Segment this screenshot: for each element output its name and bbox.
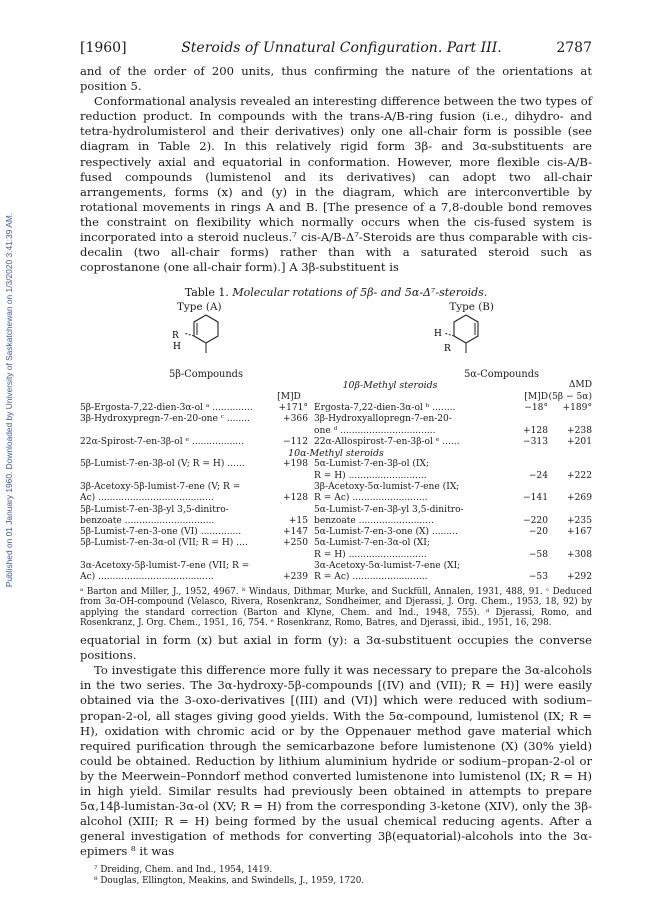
compound-5beta: [80, 426, 270, 437]
rotation-5beta: +366: [283, 414, 308, 425]
header-year: [1960]: [80, 40, 127, 56]
table-row: [80, 516, 592, 527]
compound-5beta: 3β-Acetoxy-5β-lumist-7-ene (V; R =: [80, 481, 241, 492]
table-row: [80, 471, 592, 482]
intro-text: [80, 64, 592, 275]
rotation-5beta: +128: [283, 493, 308, 504]
table-row: [80, 538, 592, 549]
table-header-row: [80, 380, 592, 391]
compound-5alpha: R = H) ...........................: [314, 470, 427, 481]
rotation-5alpha: [510, 459, 548, 470]
rotation-5beta: [270, 550, 314, 561]
rotation-5alpha: +128: [523, 425, 548, 436]
compound-5alpha: R = Ac) ..........................: [314, 572, 428, 583]
table-footnotes: ᵃ Barton and Miller, J., 1952, 4967. ᵇ Windaus, Dithmar, Murke, and Suckfüll, Annalen, 1931, 488, 91. ᶜ Deduced from 3α-OH-compound (Velasco, Rivera, Rosenkranz, Sondheimer, and Djerassi, J. Org. Chem., 1953, 18, 92) by applying the standard correction (Barton and Klyne, Chem. and Ind., 1948, 755). ᵈ Djerassi, Romo, and Rosenkranz, J. Org. Chem., 1951, 16, 754. ᵉ Rosenkranz, Romo, Batres, and Djerassi, ibid., 1951, 16, 298.: [80, 586, 592, 629]
table-caption-label: Table 1.: [184, 286, 229, 300]
rotation-difference: [548, 538, 592, 549]
compound-5alpha: 3α-Acetoxy-5α-lumist-7-ene (XI;: [314, 561, 461, 572]
rotation-difference: +201: [567, 436, 592, 447]
rotation-5alpha: −53: [528, 572, 548, 583]
rotation-5alpha: −313: [523, 436, 548, 447]
compound-5alpha: 3β-Acetoxy-5α-lumist-7-ene (IX;: [314, 481, 460, 492]
compound-5beta: 5β-Ergosta-7,22-dien-3α-ol ᵃ ..............: [80, 402, 253, 413]
table-row: [80, 550, 592, 561]
compound-5beta: Ac) ........................................: [80, 572, 214, 583]
table-row: [80, 459, 592, 470]
rotation-difference: [548, 414, 592, 425]
table-row: [80, 572, 592, 583]
compound-5beta: 5β-Lumist-7-en-3β-ol (V; R = H) ......: [80, 459, 245, 470]
rotation-5beta: +250: [283, 538, 308, 549]
table-caption-text: Molecular rotations of 5β- and 5α-Δ⁷-steroids.: [232, 286, 488, 300]
compound-5beta: 3β-Hydroxypregn-7-en-20-one ᶜ ........: [80, 414, 250, 425]
paragraph: To investigate this difference more fully it was necessary to prepare the 3α-alcohols in the two series. The 3α-hydroxy-5β-compounds [(IV) and (VII); R = H)] were easily obtained via the 3-oxo-derivatives [(III) and (VI)] which were reduced with sodium–propan-2-ol, all stages giving good yields. With the 5α-compound, lumistenol (IX; R = H), oxidation with chromic acid or by the Oppenauer method gave material which required purification through the semicarbazone before lumistenone (X) (30% yield) could be obtained. Reduction by lithium aluminium hydride or sodium–propan-2-ol or by the Meerwein–Ponndorf method converted lumistenone into lumistenol (IX; R = H) in high yield. Similar results had previously been obtained in attempts to prepare 5α,14β-lumistan-3α-ol (XV; R = H) from the corresponding 3-ketone (XIV), only the 3β-alcohol (XIII; R = H) being formed by the usual chemical reducing agents. After a general investigation of methods for converting 3β(equatorial)-alcohols into the 3α-epimers ⁸ it was: [80, 663, 592, 859]
rotation-5alpha: −141: [523, 493, 548, 504]
table-row: [80, 505, 592, 516]
rotation-5beta: +15: [288, 515, 308, 526]
rotation-5beta: +171°: [278, 402, 308, 413]
type-labels: [80, 301, 592, 313]
paragraph: equatorial in form (x) but axial in form (y): a 3α-substituent occupies the converse positions.: [80, 633, 592, 663]
type-a-h-label: H: [173, 342, 181, 353]
rotation-difference: +308: [567, 549, 592, 560]
running-header: [80, 40, 592, 56]
rotation-5beta: [270, 561, 314, 572]
paragraph: Conformational analysis revealed an interesting difference between the two types of reduction product. In compounds with the trans-A/B-ring fusion (i.e., dihydro- and tetra-hydrolumisterol and their derivatives) only one all-chair form is possible (see diagram in Table 2). In this relatively rigid form 3β- and 3α-substituents are respectively axial and equatorial in conformation. However, more flexible cis-A/B-fused compounds (lumistenol and its derivatives) can adopt two all-chair arrangements, forms (x) and (y) in the diagram, which are interconvertible by rotational movements in rings A and B. [The presence of a 7,8-double bond removes the constraint on flexibility which normally occurs when the cis-fused system is incorporated into a steroid nucleus.⁷ cis-A/B-Δ⁷-Steroids are thus comparable with cis-decalin (two all-chair forms) rather than with a saturated steroid such as coprostanone (one all-chair form).] A 3β-substituent is: [80, 94, 592, 275]
compounds-b-label: 5α-Compounds: [464, 369, 539, 381]
rotation-5alpha: [510, 561, 548, 572]
compound-5beta: 22α-Spirost-7-en-3β-ol ᵉ ..................: [80, 436, 244, 447]
rotation-table: [80, 380, 592, 583]
rotation-difference: [548, 561, 592, 572]
rotation-5beta: +198: [283, 459, 308, 470]
compound-5alpha: benzoate ..........................: [314, 515, 434, 526]
col-md-header: [M]D: [524, 391, 548, 402]
rotation-5beta: [270, 482, 314, 493]
type-a-label: Type (A): [177, 301, 222, 314]
compound-5alpha: R = Ac) ..........................: [314, 493, 428, 504]
rotation-difference: +235: [567, 515, 592, 526]
table-header-row: [80, 392, 592, 403]
type-b-r-label: R: [444, 344, 451, 355]
compound-5alpha: R = H) ...........................: [314, 549, 427, 560]
table-row: [80, 437, 592, 448]
rotation-5beta: [270, 505, 314, 516]
table-row: [80, 527, 592, 538]
compound-5beta: 5β-Lumist-7-en-3α-ol (VII; R = H) ....: [80, 538, 248, 549]
table-row: [80, 403, 592, 414]
compound-5beta: 5β-Lumist-7-en-3-one (VI) ..............: [80, 527, 242, 538]
rotation-5alpha: [510, 414, 548, 425]
compound-5alpha: one ᵈ .................................: [314, 425, 436, 436]
rotation-5beta: +239: [283, 572, 308, 583]
footnote: ⁷ Dreiding, Chem. and Ind., 1954, 1419.: [94, 865, 273, 876]
download-watermark-text: Published on 01 January 1960. Downloaded by University of Saskatchewan on 1/3/2020 3:41:39 AM.: [4, 212, 14, 588]
rotation-difference: [548, 459, 592, 470]
compound-5beta: [80, 471, 270, 482]
paragraph: and of the order of 200 units, thus confirming the nature of the orientations at position 5.: [80, 64, 592, 94]
compound-5beta: [80, 550, 270, 561]
rotation-difference: [548, 482, 592, 493]
header-page-number: 2787: [556, 40, 592, 56]
compound-5alpha: 5α-Lumist-7-en-3α-ol (XI;: [314, 538, 430, 549]
compound-5alpha: 5α-Lumist-7-en-3-one (X) .........: [314, 527, 458, 538]
col-delta-sub-header: (5β − 5α): [548, 391, 592, 402]
rotation-5alpha: −24: [528, 470, 548, 481]
table-row: [80, 561, 592, 572]
rotation-5alpha: −18°: [524, 402, 548, 413]
table-subheading-row: [80, 448, 592, 459]
rotation-5alpha: −20: [528, 527, 548, 538]
page-footnotes: [80, 865, 592, 887]
rotation-5alpha: [510, 538, 548, 549]
subheading-10alpha: 10α-Methyl steroids: [288, 448, 384, 460]
rotation-difference: +269: [567, 493, 592, 504]
table-row: [80, 414, 592, 425]
rotation-difference: +222: [567, 470, 592, 481]
footnote: ⁸ Douglas, Ellington, Meakins, and Swindells, J., 1959, 1720.: [94, 876, 365, 887]
rotation-5beta: [270, 426, 314, 437]
rotation-difference: +189°: [562, 402, 592, 413]
rotation-5beta: +147: [283, 527, 308, 538]
rotation-difference: +292: [567, 572, 592, 583]
rotation-difference: [548, 505, 592, 516]
rotation-difference: +167: [567, 527, 592, 538]
compound-5alpha: 5α-Lumist-7-en-3β-ol (IX;: [314, 459, 430, 470]
rotation-difference: +238: [567, 425, 592, 436]
table-caption: [80, 286, 592, 299]
rotation-5beta: −112: [283, 436, 308, 447]
type-a-r-label: R: [172, 331, 179, 342]
col-delta-header: ΔMD: [568, 380, 592, 391]
table-row: [80, 426, 592, 437]
compound-5beta: Ac) ........................................: [80, 493, 214, 504]
compounds-a-label: 5β-Compounds: [169, 369, 243, 381]
table-row: [80, 482, 592, 493]
compound-5alpha: 22α-Allospirost-7-en-3β-ol ᵉ ......: [314, 436, 460, 447]
rotation-5alpha: −58: [528, 549, 548, 560]
compound-5alpha: 3β-Hydroxyallopregn-7-en-20-: [314, 414, 452, 425]
rotation-5beta: [270, 471, 314, 482]
subheading-10beta: 10β-Methyl steroids: [342, 380, 438, 392]
header-title: Steroids of Unnatural Configuration. Part III.: [181, 40, 502, 56]
compound-5alpha: Ergosta-7,22-dien-3α-ol ᵇ ........: [314, 402, 456, 413]
compound-group-labels: [80, 369, 592, 380]
col-md-header: [M]D: [277, 391, 301, 402]
table-row: [80, 493, 592, 504]
type-b-label: Type (B): [449, 301, 494, 314]
type-a-ring-structure: [170, 313, 240, 369]
structure-diagrams: [80, 313, 592, 369]
compound-5beta: 5β-Lumist-7-en-3β-yl 3,5-dinitro-: [80, 504, 229, 515]
type-b-h-label: H: [434, 329, 442, 340]
journal-page: [80, 40, 592, 887]
body-text: [80, 633, 592, 859]
rotation-5alpha: −220: [523, 515, 548, 526]
download-watermark: [2, 120, 16, 680]
rotation-5alpha: [510, 505, 548, 516]
type-b-ring-structure: [430, 313, 500, 369]
rotation-5alpha: [510, 482, 548, 493]
compound-5beta: benzoate ...............................: [80, 515, 215, 526]
compound-5beta: 3α-Acetoxy-5β-lumist-7-ene (VII; R =: [80, 561, 250, 572]
compound-5alpha: 5α-Lumist-7-en-3β-yl 3,5-dinitro-: [314, 504, 464, 515]
